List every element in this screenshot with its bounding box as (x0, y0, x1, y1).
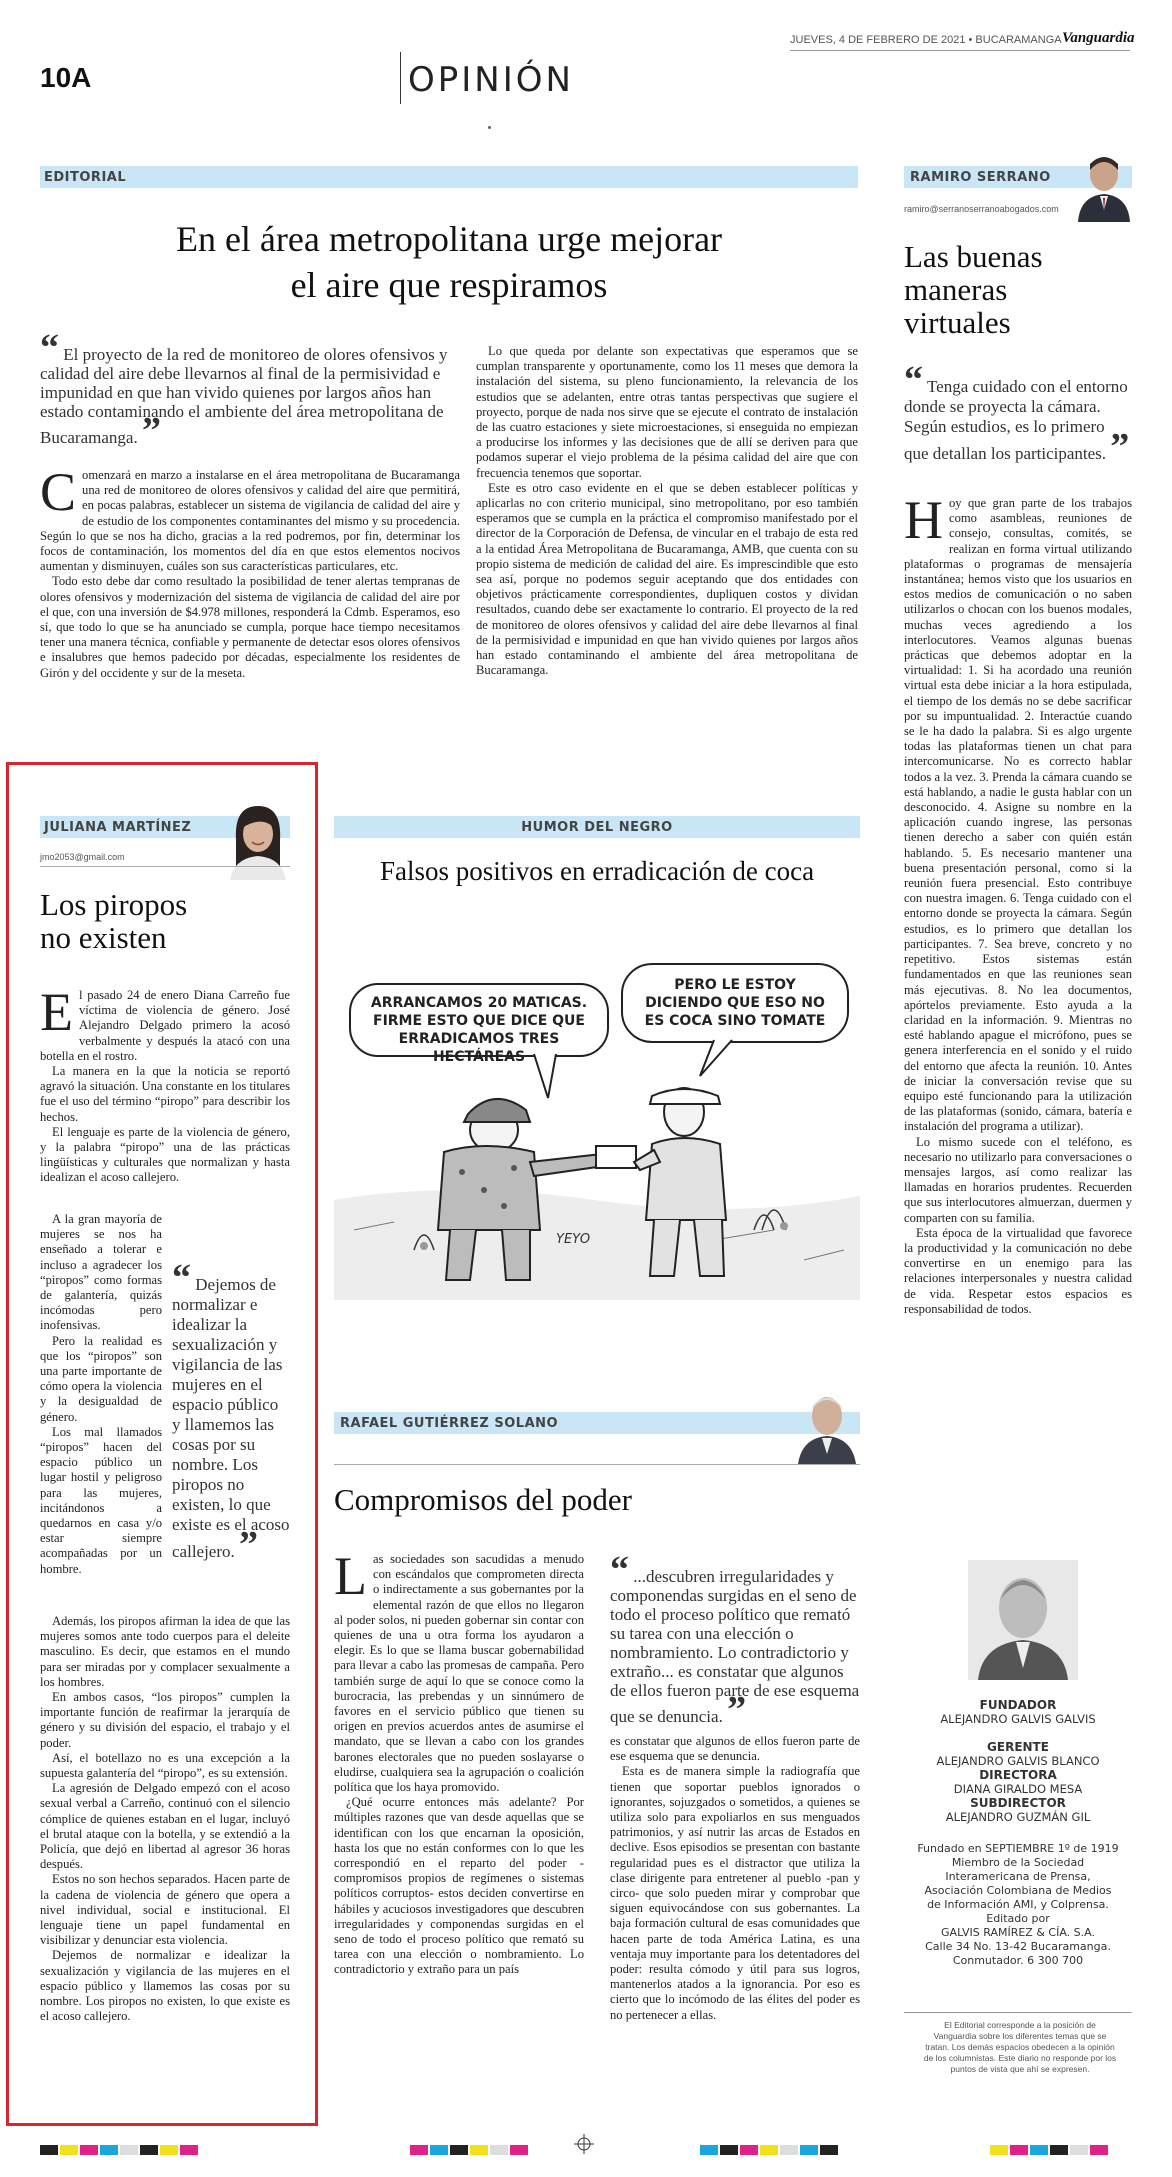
brand-logo: Vanguardia (1062, 30, 1135, 46)
serrano-pull-quote (904, 359, 1132, 468)
masthead-info1: Fundado en SEPTIEMBRE 1º de 1919 (917, 1842, 1119, 1855)
martinez-p3: El lenguaje es parte de la violencia de género, y la palabra “piropo” una de las prácticas lingüísticas y culturales que normalizan y hasta idealizan el acoso callejero. (40, 1124, 290, 1185)
serrano-body (904, 490, 1132, 1317)
martinez-p8: En ambos casos, “los piropos” cumplen la importante función de reafirmar la jerarquía de género y su división del espacio, el trabajo y el poder. (40, 1690, 290, 1750)
masthead-info9: Conmutador. 6 300 700 (952, 1954, 1084, 1967)
registration-marks-right (700, 2140, 840, 2159)
cartoon-signature: YEYO (556, 1232, 591, 1247)
martinez-avatar (226, 800, 290, 880)
martinez-headline-line2: no existen (40, 920, 167, 955)
solano-p3: es constatar que algunos de ellos fueron parte de ese esquema que se denuncia. (610, 1734, 860, 1764)
martinez-headline-line1: Los piropos (40, 887, 188, 922)
cartoon-bubble-left: ARRANCAMOS 20 MATICAS. FIRME ESTO QUE DICE QUE ERRADICAMOS TRES HECTÁREAS (370, 995, 588, 1065)
close-quote-icon: ” (727, 1689, 747, 1731)
martinez-body-bottom (40, 1614, 290, 2024)
editorial-p4: Este es otro caso evidente en el que se deben establecer políticas y aplicarlas no con criterio municipal, sino metropolitano, por eso también esperamos que se cumpla en la práctica el compromiso manifestado por el director de la Corporación de Defensa, de vincular en el trabajo de esta red a la entidad Área Metropolitana de Bucaramanga, AMB, que cuenta con su propio sistema de medición de calidad del aire. Es imprescindible que esto sea así, porque no podemos seguir aceptando que dos entidades con objetivos prácticamente correspondientes, dupliquen costos y dividan resultados, cuando debe ser exactamente lo contrario. El proyecto de la red de monitoreo de olores ofensivos y calidad del aire debe llevarnos al final de la permisividad e impunidad en que han vivido quienes por largos años han estado contaminando el ambiente del área metropolitana de Bucaramanga. (476, 480, 858, 678)
registration-marks-far-right (990, 2140, 1110, 2159)
section-divider (400, 52, 401, 104)
editorial-headline-line2: el aire que respiramos (290, 265, 608, 305)
editorial-dropcap: C (40, 462, 77, 522)
page-number: 10A (40, 62, 92, 93)
martinez-dropcap: E (40, 982, 73, 1042)
martinez-p1: l pasado 24 de enero Diana Carreño fue víctima de violencia de género. José Alejandro Delgado primero la acosó verbalmente y después la atacó con una botella en el rostro. (40, 988, 290, 1063)
martinez-p2: La manera en la que la noticia se reportó agravó la situación. Una constante en los titulares fue el uso del término “piropo” para describir los hechos. (40, 1064, 290, 1124)
header-rule (790, 50, 1130, 51)
martinez-p5: Pero la realidad es que los “piropos” son una parte importante de cómo opera la violencia y la desigualdad de género. (40, 1333, 162, 1424)
martinez-p12: Dejemos de normalizar e idealizar la sexualización y vigilancia de las mujeres en el espacio público y llamemos las cosas por su nombre. Los piropos no existen, lo que existe es el acoso callejero. (40, 1948, 290, 2024)
masthead-info8: Calle 34 No. 13-42 Bucaramanga. (925, 1940, 1111, 1953)
serrano-headline-line2: maneras (904, 272, 1008, 307)
martinez-headline (40, 888, 187, 954)
masthead (904, 1688, 1132, 1968)
open-quote-icon: “ (904, 359, 923, 401)
martinez-p10: La agresión de Delgado empezó con el acoso sexual verbal a Carreño, continuó con el silencio cómplice de quienes estaban en el lugar, incluyó el brutal ataque con la botella, y se extendió a la Policía, que dejó en libertad al agresor 36 horas después. (40, 1781, 290, 1872)
crosshair-icon (574, 2134, 594, 2154)
serrano-email[interactable]: ramiro@serranoserranoabogados.com (904, 204, 1059, 214)
subdirector-label: SUBDIRECTOR (970, 1796, 1066, 1810)
martinez-body-top (40, 982, 290, 1186)
editorial-label: EDITORIAL (44, 170, 127, 185)
editorial-headline (40, 216, 858, 308)
dateline: JUEVES, 4 DE FEBRERO DE 2021 • BUCARAMANGA (790, 34, 1062, 46)
solano-p4: Esta es de manera simple la radiografía que tienen que soportar pueblos ignorados o ignorantes, sojuzgados o sometidos, a quienes se utiliza solo para expoliarlos en sus menguados patrimonios, y así nutrir las arcas de Estados en declive. Esos episodios se presentan con bastante regularidad pues es el distractor que utiliza la clase dirigente para entretener al pueblo -pan y circo- que solo pueden mirar y comprobar que siguen equivocándose con sus gobernantes. La baja formación cultural de esas comunidades que hacen parte de toda América Latina, es una ventaja muy importante para los detentadores del poder: resulta cómodo y útil para sus logros, mantenerlos atados a la ignorancia. Por eso es cierto que lo incómodo de las élites del poder es no pertenecer a ellas. (610, 1764, 860, 2022)
serrano-p1: oy que gran parte de los trabajos como asambleas, reuniones de consejo, consultas, comités, se realizan en forma virtual utilizando plataformas o programas de mensajería instantánea; hemos visto que los usuarios en estos medios de comunicación o no saben utilizarlos o chocan con los buenos modales, muchas veces agrediendo a los interlocutores. Veamos algunas buenas prácticas que debemos adoptar en la virtualidad: 1. Si ha acordado una reunión virtual esta debe iniciar a la hora estipulada, el tiempo de los demás no se debe sacrificar por su impuntualidad. 2. Interactúe cuando se le ha dado la palabra. Si es algo urgente todas las plataformas tienen un chat para intercomunicarse. No es correcto hablar todos a la vez. 3. Prenda la cámara cuando se está hablando, a nadie le gusta hablar con un desconocido. 4. Asigne su nombre en la aplicación cuando ingrese, las personas tienen derecho a saber con quién están hablando. 5. Es necesario mantener una buena presentación personal, como si la reunión fuera presencial. Esto contribuye con nuestra imagen. 6. Tenga cuidado con el entorno donde se proyecta la cámara. Según estudios, es lo primero que detallan los participantes. 7. Sea breve, concreto y no repetitivo. Estos sistemas están fundamentados en que las reuniones sean más ejecutivas. 8. No lea documentos, apórtelos previamente. Esto ayuda a la claridad en la información. 9. Mientras no esté hablando apague el micrófono, pues se genera interferencia en el sonido y el ruido del entorno que afecta la reunión. 10. Antes de iniciar la conversación revise que su equipo esté funcionando para la utilización de las plataformas (sonido, cámara, batería e instalación del programa a utilizar). (904, 496, 1132, 1134)
serrano-headline (904, 240, 1043, 339)
editorial-p2: Todo esto debe dar como resultado la posibilidad de tener alertas tempranas de olores ofensivos y modernización del sistema de vigilancia de calidad del aire por el que, con una inversión de $4.978 millones, responderá la Cdmb. Esperamos, eso sí, que todo lo que se ha anunciado se cumpla, porque hace tiempo necesitamos tener una manera técnica, confiable y permanente de detectar esos olores ofensivos e insalubres que hemos padecido por décadas, especialmente los residentes de Girón y del occidente y sur de la meseta. (40, 574, 460, 680)
editorial-pull-quote (40, 327, 460, 452)
close-quote-icon: ” (239, 1524, 259, 1566)
founder-portrait (968, 1560, 1078, 1680)
serrano-headline-line1: Las buenas (904, 239, 1043, 274)
martinez-p11: Estos no son hechos separados. Hacen parte de la cadena de violencia de género que opera a nivel individual, social e institucional. El lenguaje tiene un papel fundamental en visibilizar y denunciar esta violencia. (40, 1872, 290, 1948)
masthead-info3: Interamericana de Prensa, (945, 1870, 1091, 1883)
martinez-author: JULIANA MARTÍNEZ (44, 820, 192, 835)
solano-dropcap: L (334, 1546, 367, 1606)
registration-marks-mid (410, 2140, 530, 2159)
serrano-p3: Esta época de la virtualidad que favorece la productividad y la comunicación no debe convertirse en un enemigo para las relaciones interpersonales y nuestra calidad de vida. Respetar estos espacios es responsabilidad de todos. (904, 1225, 1132, 1316)
section-title: OPINIÓN (408, 60, 574, 100)
martinez-p6: Los mal llamados “piropos” hacen del espacio público un lugar hostil y peligroso para las mujeres, incitándonos a quedarnos en casa y/o estar siempre acompañadas por un hombre. (40, 1424, 162, 1576)
solano-headline: Compromisos del poder (334, 1482, 632, 1517)
editorial-col2 (476, 344, 858, 678)
martinez-pull-quote-text: Dejemos de normalizar e idealizar la sexualización y vigilancia de las mujeres en el espacio público y llamemos las cosas por su nombre. Los piropos no existen, lo que existe es el acoso callejero. (172, 1275, 290, 1561)
serrano-author: RAMIRO SERRANO (910, 170, 1051, 185)
editorial-p1: omenzará en marzo a instalarse en el área metropolitana de Bucaramanga una red de monitoreo de olores ofensivos y calidad del aire que permitirá, en pocas palabras, establecer un sistema de vigilancia de calidad del aire y de estudio de los componentes contaminantes del mismo y su procedencia. Según lo que se nos ha dicho, gracias a la red podremos, por fin, determinar los focos de contaminación, los momentos del día en que estos elementos nocivos aumentan y disminuyen, cuáles son sus características particulares, etc. (40, 468, 460, 574)
cartoon (334, 900, 860, 1300)
martinez-p9: Así, el botellazo no es una excepción a la supuesta galantería del “piropo”, es su extensión. (40, 1750, 290, 1781)
open-quote-icon: “ (172, 1257, 191, 1299)
masthead-info2: Miembro de la Sociedad (951, 1856, 1085, 1869)
solano-avatar (794, 1388, 860, 1464)
editorial-label-bar (40, 166, 858, 188)
serrano-dropcap: H (904, 490, 943, 550)
martinez-body-narrow (40, 1212, 162, 1577)
martinez-rule (40, 866, 290, 867)
martinez-p4: A la gran mayoría de mujeres se nos ha enseñado a tolerar e incluso a agradecer los “piropos” como formas de galantería, quizás incómodas pero inofensivas. (40, 1212, 162, 1333)
solano-author: RAFAEL GUTIÉRREZ SOLANO (340, 1416, 559, 1431)
subdirector-name: ALEJANDRO GUZMÁN GIL (945, 1810, 1091, 1824)
fundador-label: FUNDADOR (979, 1698, 1057, 1712)
editorial-pull-quote-text: El proyecto de la red de monitoreo de olores ofensivos y calidad del aire debe llevarnos al final de la permisividad e impunidad en que han vivido quienes por largos años han estado contaminando el ambiente del área metropolitana de Bucaramanga. (40, 345, 448, 447)
serrano-headline-line3: virtuales (904, 305, 1011, 340)
solano-p2: ¿Qué ocurre entonces más adelante? Por múltiples razones que van desde aquellas que se identifican con los que encarnan la oposición, hasta los que no están conformes con lo que les correspondió en el reparto del poder -compromisos propios de regímenes o sistemas políticos corruptos- estos deciden convertirse en hábiles y acuciosos investigadores que descubren irregularidades y componendas surgidas en el seno de todo el proceso político que remató su tarea con una elección o nombramiento. Lo contradictorio y extraño para un país (334, 1795, 584, 1977)
masthead-info5: de Información AMI, y Colprensa. (927, 1898, 1109, 1911)
editorial-col1 (40, 462, 460, 681)
open-quote-icon: “ (40, 327, 59, 369)
humor-label: HUMOR DEL NEGRO (521, 820, 673, 835)
directora-name: DIANA GIRALDO MESA (953, 1782, 1083, 1796)
disclaimer: El Editorial corresponde a la posición de Vanguardia sobre los diferentes temas que se tratan. Los demás espacios obedecen a la opinión de los columnistas. Este diario no responde por los puntos de vista que ahí se expresen. (923, 2020, 1117, 2074)
solano-p1: as sociedades son sacudidas a menudo con escándalos que comprometen directa o indirectamente a sus gobernantes por la elemental razón de que ellos no llegaron al poder solos, ni pueden gobernar sin contar con quienes de una u otra forma los ayudaron a elegir. Es lo que se llama buscar gobernabilidad para llevar a cabo las promesas de campaña. Pero también surge de aquí lo que se conoce como la burocracia, las prebendas y un sinnúmero de favores en el servicio público que tienen su origen en previos acuerdos antes de asumirse el mandato, que se llevan a cabo con los grandes barones electorales que no pueden soslayarse o eludirse, cualquiera sea la agrupación o coalición política que los haya promovido. (334, 1552, 584, 1795)
masthead-info6: Editado por (986, 1912, 1050, 1925)
solano-col1 (334, 1546, 584, 1978)
solano-rule (334, 1464, 860, 1465)
masthead-info7: GALVIS RAMÍREZ & CÍA. S.A. (941, 1926, 1095, 1939)
solano-col2 (610, 1734, 860, 2023)
close-quote-icon: ” (1110, 426, 1130, 468)
open-quote-icon: “ (610, 1549, 629, 1591)
cartoon-bubble-right: PERO LE ESTOY DICIENDO QUE ESO NO ES COCA SINO TOMATE (644, 977, 826, 1029)
martinez-pull-quote (172, 1257, 290, 1566)
dot (488, 126, 491, 129)
editorial-p3: Lo que queda por delante son expectativas que esperamos que se cumplan transparente y oportunamente, como los 11 meses que demora la instalación del sistema, su pleno funcionamiento, la relevancia de los estudios que se adelanten, entre otras tantas perspectivas que sugiere el proyecto, porque de nada nos sirve que se ejecute el contrato de instalación de las cuatro estaciones y siete microestaciones, si enseguida no empiezan a producirse los informes y las decisiones que de allí se deriven para que podamos superar el viejo problema de la pésima calidad del aire que con frecuencia tenemos que soportar. (476, 344, 858, 480)
masthead-rule (904, 2012, 1132, 2013)
masthead-info4: Asociación Colombiana de Medios (924, 1884, 1112, 1897)
solano-pull-quote-text: ...descubren irregularidades y componendas surgidas en el seno de todo el proceso político que remató su tarea con una elección o nombramiento. Lo contradictorio y extraño... es constatar que algunos de ellos fueron parte de ese esquema que se denuncia. (610, 1567, 860, 1726)
fundador-name: ALEJANDRO GALVIS GALVIS (940, 1712, 1096, 1726)
solano-pull-quote (610, 1549, 860, 1731)
editorial-headline-line1: En el área metropolitana urge mejorar (175, 219, 723, 259)
registration-marks-left (40, 2140, 200, 2159)
martinez-email[interactable]: jmo2053@gmail.com (40, 852, 125, 862)
humor-headline: Falsos positivos en erradicación de coca (379, 856, 815, 886)
gerente-label: GERENTE (987, 1740, 1049, 1754)
serrano-pull-quote-text: Tenga cuidado con el entorno donde se proyecta la cámara. Según estudios, es lo primero que detallan los participantes. (904, 377, 1128, 463)
close-quote-icon: ” (141, 410, 161, 452)
martinez-p7: Además, los piropos afirman la idea de que las mujeres somos ante todo cuerpos para el deleite masculino. Es decir, que estamos en el mundo para ser miradas por y complacer sexualmente a los hombres. (40, 1614, 290, 1689)
gerente-name: ALEJANDRO GALVIS BLANCO (936, 1754, 1100, 1768)
serrano-avatar (1076, 150, 1132, 222)
serrano-p2: Lo mismo sucede con el teléfono, es necesario no utilizarlo para conversaciones o mensajes largos, así como realizar las llamadas en horarios prudentes. Recuerden que sus interlocutores almuerzan, duermen y comparten con su familia. (904, 1134, 1132, 1225)
directora-label: DIRECTORA (979, 1768, 1057, 1782)
